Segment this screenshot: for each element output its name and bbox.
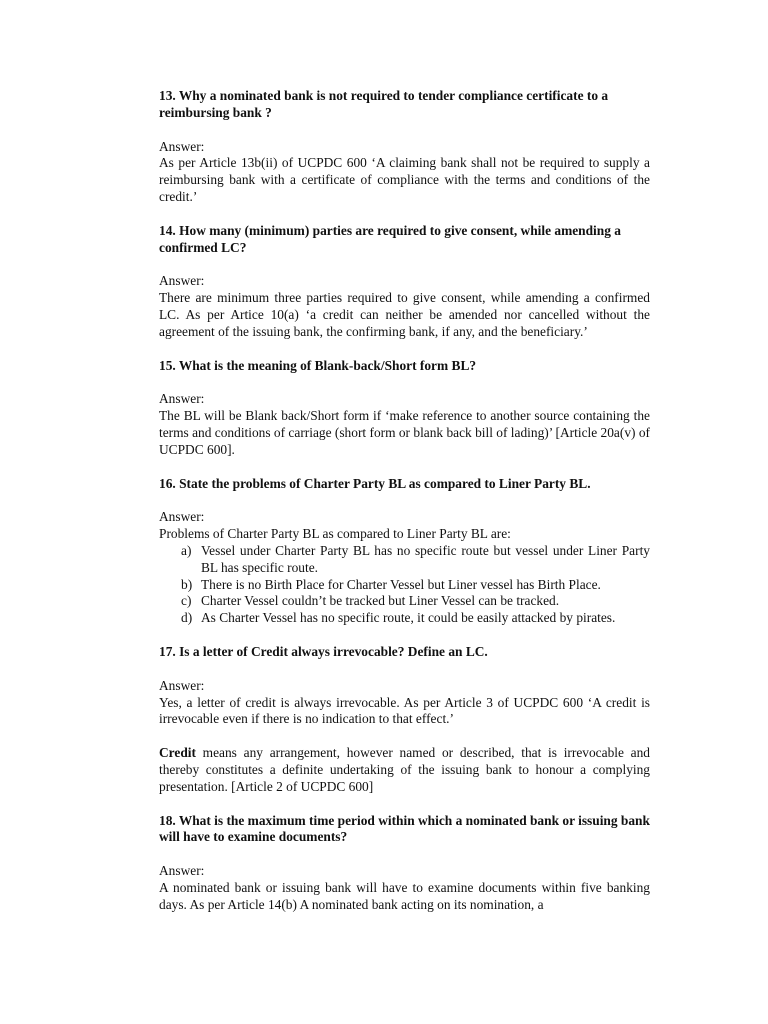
list-item-marker: a) [181,542,192,558]
answer-14-label: Answer: [159,273,205,289]
document-page [159,88,650,930]
list-item [159,610,650,627]
answer-16-label: Answer: [159,509,205,525]
question-13-block [159,88,650,206]
list-item-marker: c) [181,593,192,609]
question-15-heading: 15. What is the meaning of Blank-back/Short form BL? [159,357,477,373]
list-item-marker: d) [181,610,193,626]
answer-15-label: Answer: [159,391,205,407]
answer-17-text: Yes, a letter of credit is always irrevocable. As per Article 3 of UCPDC 600 ‘A credit is irrevocable even if there is no indication to that effect.’ [159,694,650,727]
question-16-block [159,476,650,627]
list-item-text: As Charter Vessel has no specific route, it could be easily attacked by pirates. [201,610,616,626]
list-item [159,543,650,577]
question-17-block [159,644,650,796]
list-item-text: There is no Birth Place for Charter Vessel but Liner vessel has Birth Place. [201,576,601,592]
credit-term: Credit [159,745,196,761]
answer-15-text: The BL will be Blank back/Short form if ‘make reference to another source containing the terms and conditions of carriage (short form or blank back bill of lading)’ [Article 20a(v) of UCPDC 600]. [159,408,650,457]
credit-definition-text: means any arrangement, however named or described, that is irrevocable and thereby constitutes a definite undertaking of the issuing bank to honour a complying presentation. [Article 2 of UCPDC 600] [159,745,650,794]
list-item-text: Charter Vessel couldn’t be tracked but Liner Vessel can be tracked. [201,593,560,609]
question-17-heading: 17. Is a letter of Credit always irrevocable? Define an LC. [159,643,488,659]
list-item [159,577,650,594]
problems-list [159,543,650,627]
credit-definition [159,745,650,795]
answer-13-text: As per Article 13b(ii) of UCPDC 600 ‘A claiming bank shall not be required to supply a reimbursing bank with a certificate of compliance with the terms and conditions of the credit.’ [159,155,650,204]
answer-14-text: There are minimum three parties required to give consent, while amending a confirmed LC. As per Artice 10(a) ‘a credit can neither be amended nor cancelled without the agreement of the issuing bank, the confirming bank, if any, and the beneficiary.’ [159,290,650,339]
list-item [159,593,650,610]
list-item-marker: b) [181,576,193,592]
question-18-heading: 18. What is the maximum time period within which a nominated bank or issuing bank will have to examine documents? [159,812,650,845]
answer-17-label: Answer: [159,677,205,693]
answer-18-text: A nominated bank or issuing bank will have to examine documents within five banking days. As per Article 14(b) A nominated bank acting on its nomination, a [159,879,650,912]
question-15-block [159,358,650,459]
question-16-heading: 16. State the problems of Charter Party BL as compared to Liner Party BL. [159,475,591,491]
question-14-heading: 14. How many (minimum) parties are required to give consent, while amending a confirmed LC? [159,222,621,255]
list-item-text: Vessel under Charter Party BL has no specific route but vessel under Liner Party BL has specific route. [201,542,650,575]
answer-13-label: Answer: [159,138,205,154]
answer-16-intro: Problems of Charter Party BL as compared to Liner Party BL are: [159,526,511,542]
question-18-block [159,813,650,914]
paragraph-spacer [159,728,650,745]
answer-18-label: Answer: [159,863,205,879]
question-13-heading: 13. Why a nominated bank is not required to tender compliance certificate to a reimbursing bank ? [159,88,609,120]
question-14-block [159,223,650,341]
